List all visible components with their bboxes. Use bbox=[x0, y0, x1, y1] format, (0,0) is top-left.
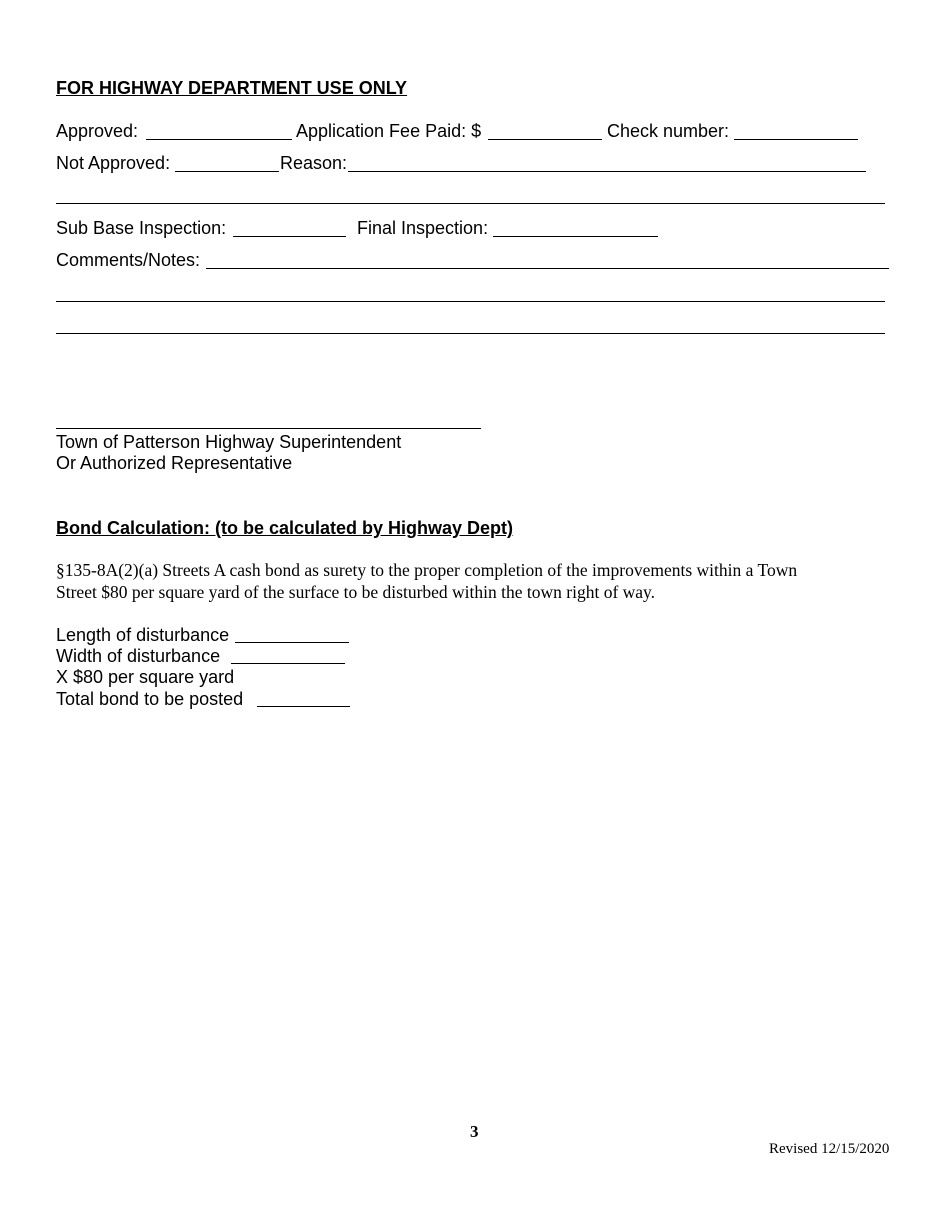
final-inspection-label: Final Inspection: bbox=[357, 218, 489, 238]
total-bond-label: Total bond to be posted bbox=[56, 689, 249, 709]
length-field[interactable] bbox=[235, 642, 349, 643]
total-bond-field[interactable] bbox=[257, 706, 350, 707]
approved-label: Approved: bbox=[56, 121, 139, 141]
signature-line[interactable] bbox=[56, 428, 481, 429]
reason-label: Reason: bbox=[280, 153, 348, 173]
width-field[interactable] bbox=[231, 663, 345, 664]
reason-field[interactable] bbox=[348, 171, 866, 172]
rate-label: X $80 per square yard bbox=[56, 667, 235, 687]
page-number: 3 bbox=[470, 1122, 479, 1141]
check-number-label: Check number: bbox=[607, 121, 730, 141]
length-label: Length of disturbance bbox=[56, 625, 230, 645]
reason-continuation-line[interactable] bbox=[56, 203, 885, 204]
bond-heading: Bond Calculation: (to be calculated by Highway Dept) bbox=[56, 518, 514, 538]
comments-field[interactable] bbox=[206, 268, 889, 269]
bond-paragraph: §135-8A(2)(a) Streets A cash bond as surety to the proper completion of the improvements within a Town Street $80 per square yard of the surface to be disturbed within the town right of way. bbox=[56, 560, 798, 602]
signature-title: Town of Patterson Highway Superintendent bbox=[56, 432, 402, 452]
comments-label: Comments/Notes: bbox=[56, 250, 201, 270]
signature-subtitle: Or Authorized Representative bbox=[56, 453, 293, 473]
check-number-field[interactable] bbox=[734, 139, 858, 140]
subbase-inspection-label: Sub Base Inspection: bbox=[56, 218, 227, 238]
page-heading: FOR HIGHWAY DEPARTMENT USE ONLY bbox=[56, 78, 408, 98]
not-approved-field[interactable] bbox=[175, 171, 279, 172]
revised-date: Revised 12/15/2020 bbox=[769, 1141, 890, 1157]
comments-line-3[interactable] bbox=[56, 333, 885, 334]
fee-label: Application Fee Paid: $ bbox=[296, 121, 482, 141]
width-label: Width of disturbance bbox=[56, 646, 226, 666]
subbase-inspection-field[interactable] bbox=[233, 236, 346, 237]
approved-field[interactable] bbox=[146, 139, 292, 140]
final-inspection-field[interactable] bbox=[493, 236, 658, 237]
not-approved-label: Not Approved: bbox=[56, 153, 171, 173]
fee-field[interactable] bbox=[488, 139, 602, 140]
comments-line-2[interactable] bbox=[56, 301, 885, 302]
